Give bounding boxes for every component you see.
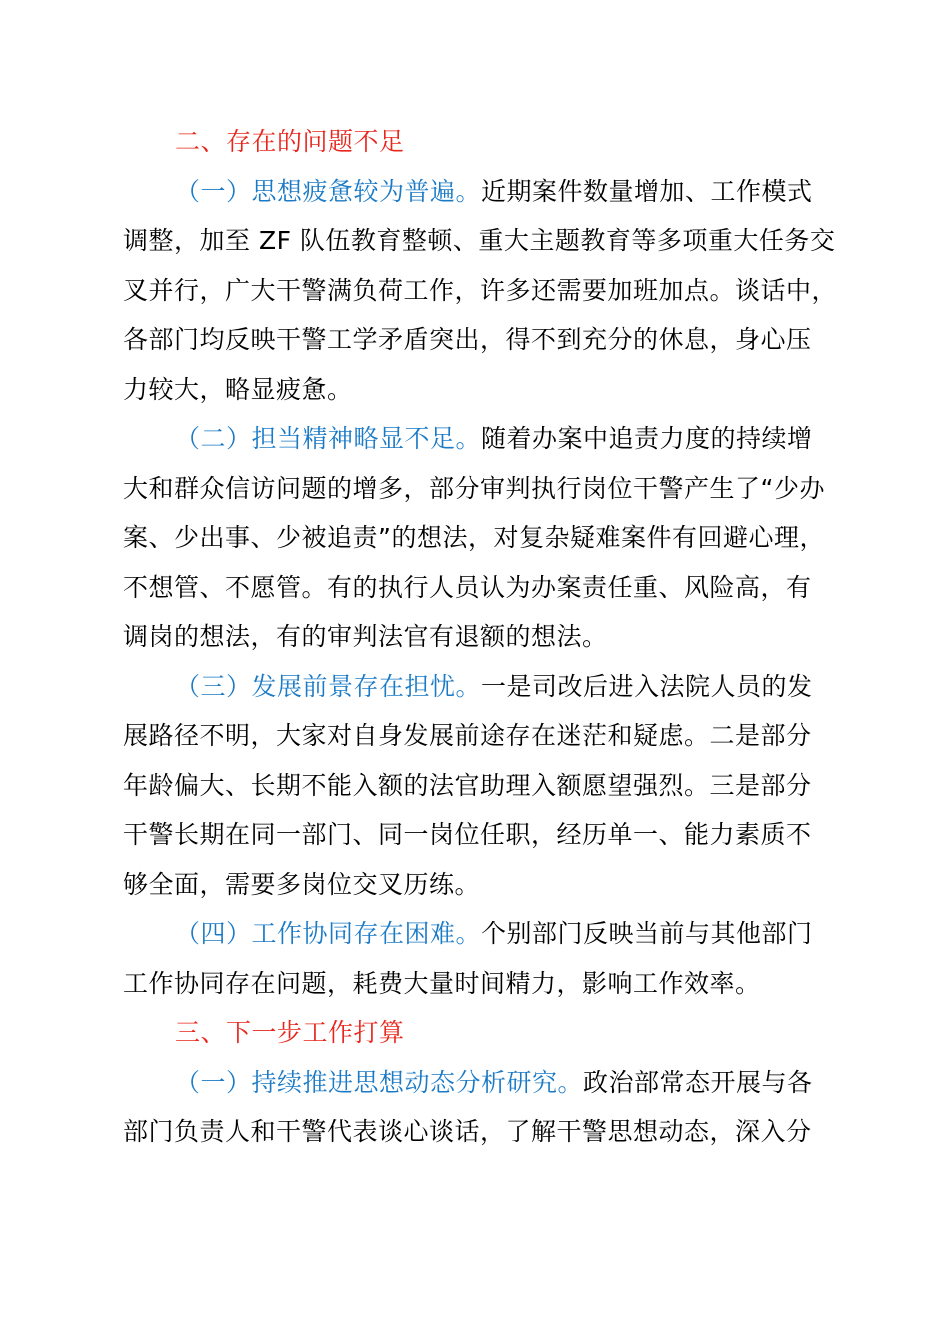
paragraph-text: 一是司改后进入法院人员的发 [481,671,813,701]
paragraph-line: 够全面，需要多岗位交叉历练。 [123,869,481,899]
paragraph-line: 案、少出事、少被追责”的想法，对复杂疑难案件有回避心理， [123,523,825,552]
paragraph-line: 调岗的想法，有的审判法官有退额的想法。 [123,622,608,651]
paragraph-line: 各部门均反映干警工学矛盾突出，得不到充分的休息，身心压 [123,325,812,354]
paragraph-line: 叉并行，广大干警满负荷工作，许多还需要加班加点。谈话中， [123,275,838,305]
subheading-coordination: （四）工作协同存在困难。 [175,919,482,948]
paragraph-coordination [123,909,860,1008]
subheading-responsibility: （二）担当精神略显不足。 [175,424,482,453]
subheading-thought-analysis: （一）持续推进思想动态分析研究。 [175,1067,584,1097]
subheading-fatigue: （一）思想疲惫较为普遍。 [175,176,482,206]
paragraph-responsibility [123,414,860,662]
section-heading-next-steps: 三、下一步工作打算 [175,1018,405,1047]
paragraph-line: 部门负责人和干警代表谈心谈话，了解干警思想动态，深入分 [123,1117,812,1146]
paragraph-line: 调整，加至 ZF 队伍教育整顿、重大主题教育等多项重大任务交 [123,226,836,255]
paragraph-line: 干警长期在同一部门、同一岗位任职，经历单一、能力素质不 [123,820,812,849]
paragraph-prospects [123,662,860,910]
paragraph-text: 近期案件数量增加、工作模式 [481,176,813,206]
paragraph-line: 力较大，略显疲惫。 [123,374,353,404]
paragraph-thought-analysis [123,1058,860,1157]
paragraph-text: 政治部常态开展与各 [583,1067,813,1097]
paragraph-line: 大和群众信访问题的增多，部分审判执行岗位干警产生了“少办 [123,473,825,503]
section-heading-problems: 二、存在的问题不足 [175,127,405,156]
subheading-prospects: （三）发展前景存在担忧。 [175,671,482,701]
paragraph-fatigue [123,167,860,415]
paragraph-line: 展路径不明，大家对自身发展前途存在迷茫和疑虑。二是部分 [123,721,812,750]
paragraph-text: 个别部门反映当前与其他部门 [481,919,813,948]
paragraph-text: 随着办案中追责力度的持续增 [481,424,813,453]
paragraph-line: 年龄偏大、长期不能入额的法官助理入额愿望强烈。三是部分 [123,770,812,800]
paragraph-line: 不想管、不愿管。有的执行人员认为办案责任重、风险高，有 [123,572,812,602]
paragraph-line: 工作协同存在问题，耗费大量时间精力，影响工作效率。 [123,968,761,998]
